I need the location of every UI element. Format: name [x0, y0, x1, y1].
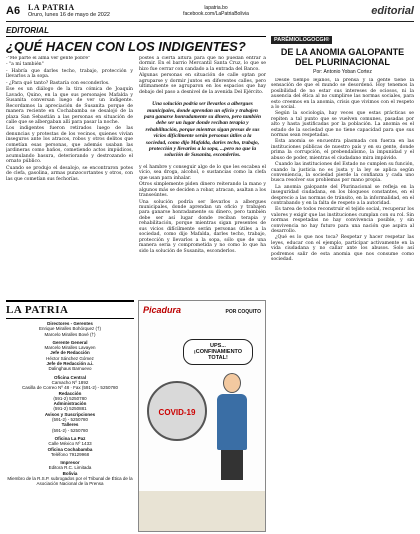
credit-text: Editora R.C. Limitada: [48, 465, 92, 471]
credit-text: Miembro de la R.S.P. subrogados por el Tribunal de Ética de la Asociación Nacional de la Prensa: [7, 476, 133, 487]
website-link[interactable]: lapatria.bo: [204, 5, 228, 11]
virus-icon: COVID-19: [147, 381, 207, 441]
editorial-cartoon: [138, 300, 266, 532]
paragraph: - Habría que darles techo, trabajo, protección y llevarlos a la sopa.: [6, 68, 133, 80]
credit-text: (591-2) - 5250780: [51, 427, 89, 433]
credit-line: [6, 422, 134, 433]
opinion-label: PARÉMIOLOGOCGI®: [271, 36, 332, 44]
character-legs: [221, 450, 243, 480]
paragraph: Cuando se produjo el desalojo, se encontraron potes de clefa, gasolina, armas punzocortantes y otros, con las que cometían sus fechorías.: [6, 165, 133, 182]
pull-quote: Una solución podría ser llevarlos a albergues municipales, donde aprendan un oficio y trabajen para ganarse honradamente su dinero, pero también debe ser un lugar donde reciban terapia y rehabilitación, porque mientras sigan presas de sus vicios difícilmente serán personas útiles a la sociedad, como dijo Mafalda, darles techo, trabajo, protección y llevarlos a la sopa, ...pero no que la solución de Susanita, esconderlos.: [144, 101, 261, 159]
credit-text: (591-2) 5250780: [53, 395, 87, 401]
credit-heading: Redacción: [58, 390, 82, 396]
credit-line: [6, 350, 134, 361]
opinion-article: [271, 26, 414, 532]
paragraph: Desde tiempo lejanos, la prensa y la gente tiene la sensación de que el mundo se desordenó. Hoy tenemos la posibilidad de no estar sus intereses de ociosos, ni la ausencia del ética al no cumplirse las normas sociales, para esto creemos en la anomia, crisis que vivimos con el respeto a lo social.: [271, 78, 414, 111]
opinion-author: Por: Antonio Yoban Cortez: [313, 69, 372, 75]
credit-line: [6, 401, 134, 412]
editorial-article: [6, 26, 266, 296]
credit-line: [6, 436, 134, 447]
paragraph: Ese es un diálogo de la tira cómica de Joaquín Lavado, Quino, en la que sus personajes Mafalda y Susanita conversan luego de ver un indigente. Recordamos la apreciación de Susanita porque de manera reciente en Cochabamba se desalojó de la plaza San Sebastián a las personas en situación de calle que se albergaban allí para pasar la noche.: [6, 87, 133, 125]
issue-date: Oruro, lunes 16 de mayo de 2022: [28, 12, 110, 18]
paragraph: Otros simplemente piden dinero reiterando la mano y algunos más se deciden a robar, atracan, asaltan a los transeúntes.: [139, 182, 266, 199]
cartoon-byline: POR COQUITO: [225, 309, 261, 315]
editorial-title: ¿QUÉ HACEN CON LOS INDIGENTES?: [6, 39, 246, 54]
credit-heading: Impresor: [60, 460, 80, 466]
credit-heading: Talleres: [61, 422, 79, 428]
credit-text: Enrique Miralles Bohórquez (†): [38, 326, 102, 332]
credit-text: Casilla de Correo Nº 48 · Fax (591-2) - 5250780: [22, 385, 118, 391]
credit-line: [6, 361, 134, 372]
credit-text: (591-2) - 5250780: [51, 417, 89, 423]
paragraph: La anomia galopante del Plurinacional se refleja en la inseguridad ciudadana, en los bloqueos constantes, en el desprecio a las normas de tránsito, en la informalidad, en el contrabando y en la falta de respeto a la autoridad.: [271, 184, 414, 206]
page-number: A6: [6, 5, 21, 17]
cartoon-ground: [139, 491, 265, 531]
credit-heading: Gerente General: [52, 339, 88, 345]
credit-heading: Directores - Gerentes: [47, 321, 93, 326]
editorial-label: EDITORIAL: [6, 26, 266, 37]
paragraph: - "a mí también": [6, 62, 44, 68]
newspaper-logo: LA PATRIA: [28, 3, 75, 12]
paragraph: y el hambre y conseguir algo de lo que les escabea el vicio, sea droga, alcohol, o sustancias como la clefa que usan para inhalar.: [139, 164, 266, 181]
character-head: [223, 373, 241, 393]
paragraph: Es tarea de todos reconstruir el tejido social, recuperar los valores y exigir que las instituciones cumplan con su rol. Sin normas respetadas no hay convivencia posible, y sin convivencia no hay futuro para una nación que aspira al desarrollo.: [271, 207, 414, 234]
credit-text: Camacho Nº 1892: [51, 379, 89, 385]
credit-heading: Oficina Cochabamba: [47, 446, 93, 452]
credit-line: [6, 340, 134, 351]
credit-text: Teléfono 79129968: [50, 451, 90, 457]
credit-line: [6, 447, 134, 458]
masthead-credits: [6, 321, 134, 487]
credit-line: [6, 412, 134, 423]
credit-line: [6, 391, 134, 402]
section-name: editorial: [371, 5, 414, 17]
credit-text: Marcelo Miralles Bové (†): [44, 331, 96, 337]
opinion-body: [271, 78, 414, 534]
credit-text: Dalinghaus Barnuevo: [48, 366, 92, 372]
facebook-link[interactable]: facebook.com/LaPatriaBolivia: [183, 11, 249, 17]
editorial-body: [6, 56, 266, 296]
paragraph: Los indigentes fueron retirados luego de las denuncias y protestas de los vecinos, quienes vivían inseguros ante los atracos, robos y otros delitos que cometían esas personas, que además usaban las jardineras como baños, cometiendo actos impúdicos, acumulando basura, deteriorando y destrozando el ornato público.: [6, 126, 133, 165]
web-links: [156, 5, 276, 17]
paragraph: Algunas personas en situación de calle optan por agruparse y dormir juntos en diferentes calles, pero ultimamente se agruparon en los espacios que hay debajo del paso a desnivel de la avenida Del Ejército.: [139, 73, 266, 95]
credit-line: [6, 375, 134, 386]
credit-heading: Administración: [53, 401, 87, 407]
credit-heading: Bolivia: [62, 470, 78, 476]
credit-line: [6, 321, 134, 332]
editorial-column-1: [6, 56, 133, 296]
credit-text: Marcelo Miralles Lavayen: [44, 345, 96, 351]
credit-heading: Avisos y Suscripciones: [44, 411, 96, 417]
editorial-column-2: [139, 56, 266, 296]
masthead: [6, 300, 134, 532]
speech-bubble: UPS... ¡CONFINAMIENTO TOTAL!: [183, 339, 253, 365]
opinion-title: DE LA ANOMIA GALOPANTE DEL PLURINACIONAL: [280, 47, 405, 67]
credit-line: [6, 471, 134, 487]
cartoon-logo: Picadura: [143, 305, 182, 315]
paragraph: - ¿Para qué tanto? Bastaría con esconderlos.: [6, 80, 110, 86]
credit-heading: Jefe de Redacción a.i.: [46, 361, 94, 367]
paragraph: -"Me parte el alma ver gente pobre": [6, 56, 91, 61]
character-body: [217, 394, 247, 450]
credit-line: [6, 460, 134, 471]
paragraph: Esta anomia se encuentra plasmada con fuerza en las instituciones públicas de nuestro país y en su gente, donde prima la corrupción, el prebendalismo, la impunidad y el abuso de poder, mientras el ciudadano mira impávido.: [271, 139, 414, 161]
paragraph: postes a cierta altura para que no puedan entrar a dormir. En el barrio Mercantil Santa Cruz, lo que se hizo fue cerrar con candado a la entrada del Banco.: [139, 56, 266, 72]
credit-text: Calle México Nº 1433: [48, 441, 92, 447]
credit-heading: Oficina La Paz: [54, 435, 86, 441]
paragraph: Una solución podría ser llevarlos a albergues municipales, donde aprendan un oficio y trabajen para ganarse honradamente su dinero, pero también debe ser así lugar donde reciban terapia y rehabilitación, porque mientras sigan presentes de sus vicios difícilmente serán personas útiles a la sociedad, como dijo Mafalda, darles techo, trabajo, protección y llevarlos a la sopa, sólo que de una manera seria y comprometida y no como lo que ha sido la solución de Susanita, esconderlos.: [139, 199, 266, 254]
credit-heading: Jefe de Redacción: [50, 350, 90, 356]
masthead-logo: LA PATRIA: [6, 302, 134, 319]
credit-text: Héctor Sánchez Gómez: [46, 355, 94, 361]
page-header: [6, 2, 414, 22]
cartoon-character: [215, 373, 249, 483]
paragraph: Según la sociología, hay veces que estas prácticas se repiten a tal punto que se vuelven comunes, pasadas por alto y hasta justificadas por la población. La anomia es el estado de la sociedad que no tiene capacidad para que sus normas sean respetadas.: [271, 111, 414, 139]
credit-text: (591-2) 5250881: [53, 406, 87, 412]
paragraph: Cuando las instituciones del Estado no cumplen su función, cuando la justicia no es justa y la ley se aplica según conveniencia, la sociedad pierde la confianza y cada uno busca resolver sus problemas por mano propia.: [271, 162, 414, 184]
credit-heading: Oficina Central: [53, 374, 86, 380]
paragraph: ¿Qué es lo que nos toca? Respetar y hacer respetar las leyes, educar con el ejemplo, participar activamente en la vida ciudadana y no callar ante los abusos. Solo así podremos salir de esta anomia que nos consume como sociedad.: [271, 235, 414, 262]
